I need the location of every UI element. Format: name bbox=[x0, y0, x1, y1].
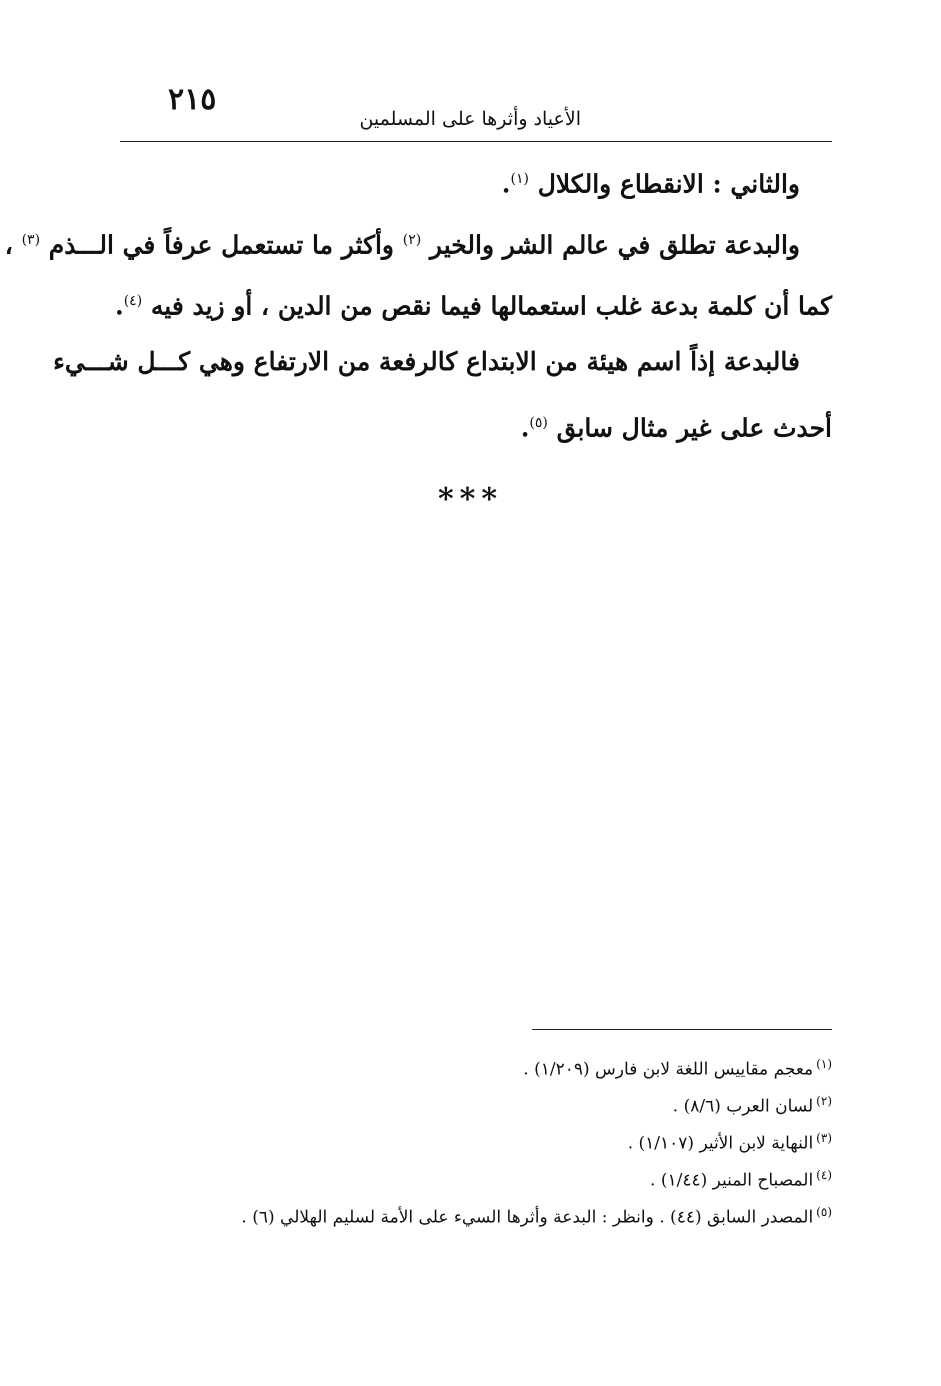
body-line-5 bbox=[120, 398, 832, 459]
footnote-text: النهاية لابن الأثير (١/١٠٧) . bbox=[627, 1133, 814, 1154]
footnote-mark: (٥) bbox=[816, 1205, 832, 1219]
footnote-mark: (١) bbox=[816, 1057, 832, 1071]
body-line-text: والثاني : الانقطاع والكلال bbox=[537, 169, 800, 199]
footnote-text: معجم مقاييس اللغة لابن فارس (١/٢٠٩) . bbox=[523, 1059, 814, 1080]
footnote-reference[interactable]: (٢) bbox=[402, 232, 422, 248]
footnote-reference[interactable]: (٤) bbox=[123, 293, 143, 309]
line-punctuation: . bbox=[501, 169, 511, 199]
footnote-reference[interactable]: (١) bbox=[510, 171, 529, 187]
line-punctuation: . bbox=[520, 413, 530, 443]
footnote-reference[interactable]: (٥) bbox=[529, 415, 548, 431]
body-line-2 bbox=[4, 215, 832, 276]
footnotes-list bbox=[160, 1046, 832, 1231]
body-line-text: أحدث على غير مثال سابق bbox=[556, 413, 832, 443]
body-line-text: كما أن كلمة بدعة غلب استعمالها فيما نقص من الدين ، أو زيد فيه bbox=[150, 291, 832, 321]
body-line-1 bbox=[120, 154, 832, 215]
body-line-4 bbox=[53, 337, 832, 398]
line-punctuation: ، bbox=[4, 230, 13, 260]
footnote-item bbox=[160, 1194, 832, 1231]
footnote-text: المصباح المنير (١/٤٤) . bbox=[650, 1170, 814, 1191]
footnote-text: المصدر السابق (٤٤) . وانظر : البدعة وأثرها السيء على الأمة لسليم الهلالي (٦) . bbox=[241, 1207, 814, 1228]
body-line-text: وأكثر ما تستعمل عرفاً في الـــذم bbox=[48, 230, 394, 260]
footnote-item bbox=[160, 1046, 832, 1083]
footnote-text: لسان العرب (٨/٦) . bbox=[672, 1096, 814, 1117]
footnote-item bbox=[160, 1083, 832, 1120]
footnote-reference[interactable]: (٣) bbox=[21, 232, 41, 248]
section-divider: *** bbox=[437, 482, 504, 517]
header-rule bbox=[120, 141, 832, 142]
footnote-mark: (٣) bbox=[816, 1131, 832, 1145]
body-line-text: فالبدعة إذاً اسم هيئة من الابتداع كالرفعة من الارتفاع وهي كـــل شـــيء bbox=[53, 347, 800, 376]
footnote-mark: (٤) bbox=[816, 1168, 832, 1182]
body-line-text: والبدعة تطلق في عالم الشر والخير bbox=[429, 230, 800, 260]
footnote-rule bbox=[532, 1029, 832, 1030]
line-punctuation: . bbox=[114, 291, 124, 321]
page-number: ٢١٥ bbox=[168, 82, 217, 117]
running-title: الأعياد وأثرها على المسلمين bbox=[359, 108, 581, 130]
footnote-mark: (٢) bbox=[816, 1094, 832, 1108]
footnote-item bbox=[160, 1157, 832, 1194]
body-line-3 bbox=[114, 276, 832, 337]
body-text bbox=[4, 154, 832, 459]
footnote-item bbox=[160, 1120, 832, 1157]
